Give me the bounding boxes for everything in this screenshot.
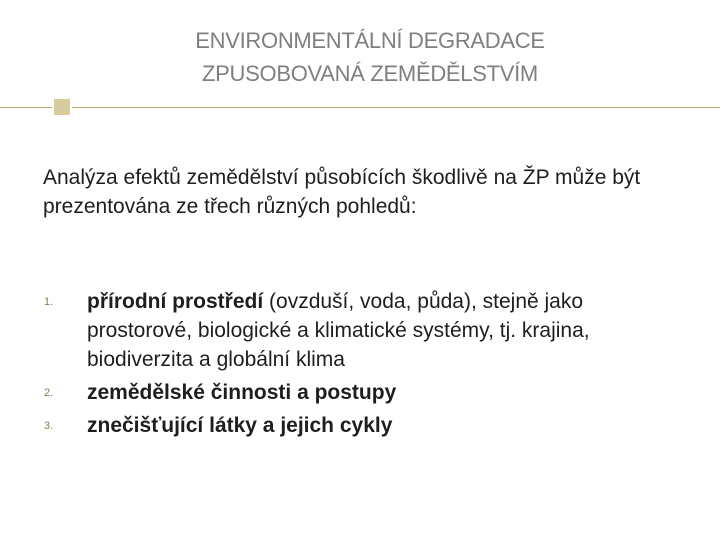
- slide-title: [0, 24, 720, 90]
- list-item: [44, 287, 684, 374]
- numbered-list: [44, 287, 684, 440]
- title-line-2: ZPUSOBOVANÁ ZEMĚDĚLSTVÍM: [202, 61, 538, 86]
- list-item-number: 2.: [44, 387, 54, 399]
- divider-square-accent: [52, 97, 72, 117]
- list-item-bold-text: přírodní prostředí: [87, 290, 264, 313]
- title-line-1: ENVIRONMENTÁLNÍ DEGRADACE: [195, 28, 545, 53]
- list-item: [44, 411, 684, 440]
- list-item-bold-text: zemědělské činnosti a postupy: [87, 381, 397, 404]
- list-item-bold-text: znečišťující látky a jejich cykly: [87, 414, 393, 437]
- title-divider-line: [0, 107, 720, 108]
- intro-paragraph: Analýza efektů zemědělství působících škodlivě na ŽP může být prezentována ze třech různých pohledů:: [43, 166, 641, 218]
- list-item-text: (ovzduší, voda, půda), stejně jako prostorové, biologické a klimatické systémy, tj. krajina, biodiverzita a globální klima: [87, 290, 590, 371]
- list-item: [44, 378, 684, 407]
- list-item-number: 1.: [44, 296, 54, 308]
- list-item-number: 3.: [44, 420, 54, 432]
